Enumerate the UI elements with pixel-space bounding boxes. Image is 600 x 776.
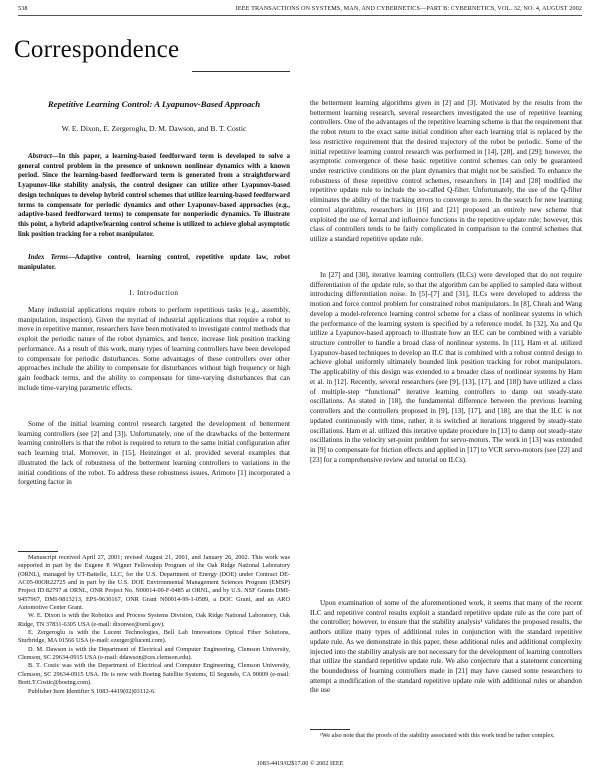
intro-paragraph-1 — [18, 306, 290, 393]
right-footnote-rule — [310, 729, 350, 730]
intro-paragraph-2-text: Some of the initial learning control research targeted the development of betterment learning controllers (see [2] and [3]). Unfortunately, one of the drawbacks of the betterment learning controllers is that the robot is required to return to the same initial configuration after each learning trial. Moreover, in [15], Heinzinger et al. provided several examples that illustrated the lack of robustness of the betterment learning controllers to variations in the initial conditions of the robot. To address these robustness issues, Arimoto [1] incorporated a forgetting factor in — [18, 420, 290, 487]
page-number: 538 — [18, 5, 28, 12]
intro-heading: I. Introduction — [129, 289, 179, 297]
footnote-zergeroglu: E. Zergeroglu is with the Lucent Technologies, Bell Lab Innovations Optical Fiber Solutions, Sturbridge, MA 01566 USA (e-mail: ezerger@lucent.com). — [18, 629, 290, 645]
section-title: Correspondence — [14, 36, 180, 63]
index-terms-text: Adaptive control, learning control, repetitive update law, robot manipulator. — [18, 254, 290, 271]
right-paragraph-2-text: In [27] and [30], iterative learning controllers (ILCs) were developed that do not require differentiation of the update rule, so that the algorithm can be applied to sampled data without introducing differentiation noise. In [5]–[7] and [31], ILCs were developed to address the motion and force control problem for constrained robot manipulators. In [8], Cheah and Wang develop a model-reference learning control scheme for a class of nonlinear systems in which the performance of the learning system is specified by a reference model. In [32], Xu and Qu utilize a Lyapunov-based approach to illustrate how an ILC can be combined with a variable structure controller to handle a broad class of nonlinear systems. In [11], Ham et al. utilized Lyapunov-based techniques to develop an ILC that is combined with a robust control design to achieve global uniformly ultimately bounded link position tracking for robot manipulators. The applicability of this design was extended to a broader class of nonlinear systems by Ham et al. in [12]. Recently, several researchers (see [9], [13], [17], and [18]) have utilized a class of multiple-step “functional” iterative learning controllers to damp out steady-state oscillations. As stated in [18], the fundamental difference between the previous learning controllers and the controllers proposed in [9], [13], [17], and [18], are that the ILC is not updated continuously with time, rather, it is switched at iterations triggered by steady-state oscillations. Ham et al. utilized this iterative update procedure in [13] to damp out steady-state oscillations in the velocity set-point problem for servo-motors. The work in [13] was extended in [9] to compensate for friction effects and applied in [17] to VCR servo-motors (see [22] and [23] for a comprehensive review and tutorial on ILCs). — [310, 271, 582, 464]
intro-paragraph-2 — [18, 420, 290, 488]
right-paragraph-1 — [310, 99, 582, 245]
abstract — [18, 152, 290, 239]
paper-title: Repetitive Learning Control: A Lyapunov-Based Approach — [47, 99, 261, 109]
footnotes-left — [18, 554, 290, 696]
header-rule — [18, 15, 582, 16]
authors: W. E. Dixon, E. Zergeroglu, D. M. Dawson, and B. T. Costic — [61, 124, 247, 133]
journal-name: IEEE TRANSACTIONS ON SYSTEMS, MAN, AND CYBERNETICS—PART B: CYBERNETICS, VOL. 32, NO. 4, AUGUST 2002 — [235, 5, 582, 12]
footnote-dixon: W. E. Dixon is with the Robotics and Process Systems Division, Oak Ridge National Laboratory, Oak Ridge, TN 37831-6305 USA (e-mail: dixonwe@ornl.gov). — [18, 612, 290, 628]
section-title-rule — [192, 71, 290, 72]
right-paragraph-1-text: the betterment learning algorithms given in [2] and [3]. Motivated by the results from the betterment learning research, several researchers investigated the use of repetitive learning controllers. One of the advantages of the repetitive learning scheme is that the requirement that the robot return to the exact same initial condition after each learning trial is replaced by the less restrictive requirement that the desired trajectory of the robot be periodic. Some of the initial repetitive learning control research was performed in [14], [28], and [29]; however, the asymptotic convergence of these basic repetitive control schemes can only be guaranteed under restrictive conditions on the plant dynamics that might not be satisfied. To enhance the robustness of these repetitive control schemes, researchers in [14] and [28] modified the repetitive update rule to include the so-called Q-filter. Unfortunately, the use of the Q-filter eliminates the ability of the tracking errors to converge to zero. In the search for new learning control algorithms, researchers in [16] and [21] proposed an entirely new scheme that exploited the use of kernal and influence functions in the repetitive update rule; however, this class of controllers tends to be fairly complicated in comparison to the control schemes that utilize a standard repetitive update rule. — [310, 99, 582, 244]
footnote-costic: B. T. Costic was with the Department of Electrical and Computer Engineering, Clemson University, Clemson, SC 29634-0915 USA. He is now with Boeing Satellite Systems, El Segundo, CA 90009 (e-mail: Brett.T.Costic@boeing.com). — [18, 662, 290, 687]
right-paragraph-3 — [310, 599, 582, 696]
copyright-id: 1083-4419/02$17.00 © 2002 IEEE — [256, 760, 344, 767]
index-terms-label: Index Terms— — [28, 254, 75, 261]
footnote-dawson: D. M. Dawson is with the Department of Electrical and Computer Engineering, Clemson University, Clemson, SC 29634-0915 USA (e-mail: ddawson@ces.clemson.edu). — [18, 645, 290, 662]
abstract-text: In this paper, a learning-based feedforward term is developed to solve a general control problem in the presence of unknown nonlinear dynamics with a known period. Since the learning-based feedforward term is generated from a straightforward Lyapunov-like stability analysis, the control designer can utilize other Lyapunov-based design techniques to develop hybrid control schemes that utilize learning-based feedforward terms to compensate for periodic dynamics and other Lyapunov-based approaches (e.g., adaptive-based feedforward terms) to compensate for nonperiodic dynamics. To illustrate this point, a hybrid adaptive/learning control scheme is utilized to achieve global asymptotic link position tracking for a robot manipulator. — [18, 153, 290, 238]
footnote-rule — [18, 551, 58, 552]
right-footnote-text: ¹We also note that the proofs of the stability associated with this work tend be rather complex. — [320, 732, 555, 739]
running-header — [18, 5, 582, 12]
abstract-label: Abstract— — [28, 153, 59, 160]
right-paragraph-3-text: Upon examination of some of the aforementioned work, it seems that many of the recent ILC and repetitive control results exploit a standard repetitive update rule as the core part of the controller; however, to ensure that the stability analysis¹ validates the proposed results, the authors utilize many types of additional rules in conjunction with the standard repetitive update rule. As we demonstrate in this paper, these additional rules and additional complexity injected into the stability analysis are not necessary for the development of learning controllers that utilize the standard repetitive update rule. We also conjecture that a statement concerning the boundedness of learning controllers made in [21] may have caused some researchers to attempt a modification of the standard repetitive update rule with additional rules or abandon the use — [310, 599, 582, 695]
footnote-publisher-id: Publisher Item Identifier S 1083-4419(02)03112-6. — [28, 687, 156, 695]
footnote-manuscript: Manuscript received April 27, 2001; revised August 21, 2001, and January 26, 2002. This work was supported in part by the Eugene P. Wigner Fellowship Program of the Oak Ridge National Laboratory (ORNL), managed by UT-Battelle, LLC, for the U.S. Department of Energy (DOE) under Contract DE-AC05-00OR22725 and in part by the U.S. DOE Environmental Management Sciences Program (EMSP) Project ID 82797 at ORNL, ONR Project No. N00014-00-F-0485 at ORNL, and by U.S. NSF Grants DMI-9457967, DMI-9813213, EPS-9630167, ONR Grant N00014-99-1-0589, a DOC Grant, and an ARO Automotive Center Grant. — [18, 554, 290, 612]
right-paragraph-2 — [310, 271, 582, 465]
intro-paragraph-1-text: Many industrial applications require robots to perform repetitious tasks (e.g., assembly, manipulation, inspection). Given the myriad of industrial applications that require a robot to move in repetitive manner, researchers have been motivated to investigate control methods that exploit the periodic nature of the robot dynamics, and hence, increase link position tracking performance. As a result of this work, many types of learning controllers have been developed to compensate for periodic disturbances. Some advantages of these controllers over other approaches include the ability to compensate for disturbances without high frequency or high gain feedback terms, and the ability to compensate for time-varying disturbances that can include time-varying parametric effects. — [18, 306, 290, 392]
right-footnote — [310, 732, 582, 740]
index-terms — [18, 253, 290, 272]
